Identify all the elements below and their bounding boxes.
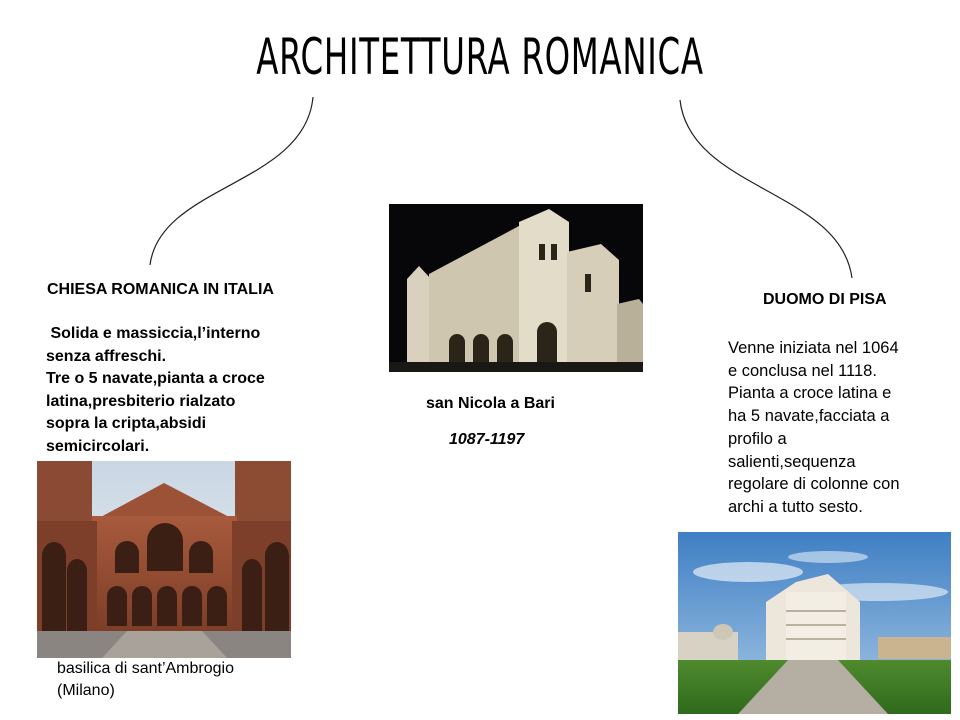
right-description-line: e conclusa nel 1118. bbox=[728, 361, 877, 380]
left-description-line: Tre o 5 navate,pianta a croce bbox=[46, 370, 265, 387]
left-description-line: semicircolari. bbox=[46, 437, 150, 455]
connector-line-left bbox=[150, 97, 313, 265]
right-description-line: archi a tutto sesto. bbox=[728, 497, 863, 516]
left-description-line: sopra la cripta,absidi bbox=[46, 415, 207, 432]
right-description-line: profilo a bbox=[728, 429, 787, 448]
page-title: ARCHITETTURA ROMANICA bbox=[256, 28, 704, 86]
left-caption-line: (Milano) bbox=[57, 682, 115, 699]
left-description bbox=[46, 323, 336, 458]
photo-sant-ambrogio bbox=[37, 461, 291, 658]
left-heading: CHIESA ROMANICA IN ITALIA bbox=[47, 281, 274, 298]
left-description-line: latina,presbiterio rialzato bbox=[46, 392, 236, 410]
left-description-line: senza affreschi. bbox=[46, 347, 167, 365]
right-description-line: regolare di colonne con bbox=[728, 475, 900, 494]
right-description-line: Pianta a croce latina e bbox=[728, 384, 892, 403]
right-description-line: salienti,sequenza bbox=[728, 452, 856, 471]
connector-line-right bbox=[680, 100, 852, 278]
center-caption: san Nicola a Bari bbox=[426, 395, 555, 412]
left-caption bbox=[57, 658, 234, 702]
right-description-line: Venne iniziata nel 1064 bbox=[728, 339, 899, 357]
right-heading: DUOMO DI PISA bbox=[763, 291, 887, 308]
photo-san-nicola bbox=[389, 204, 643, 372]
right-description bbox=[728, 337, 953, 519]
left-description-line: Solida e massiccia,l’interno bbox=[46, 325, 261, 342]
left-caption-line: basilica di sant’Ambrogio bbox=[57, 660, 234, 677]
center-dates: 1087-1197 bbox=[449, 431, 525, 448]
right-description-line: ha 5 navate,facciata a bbox=[728, 407, 890, 426]
photo-duomo-pisa bbox=[678, 532, 951, 714]
